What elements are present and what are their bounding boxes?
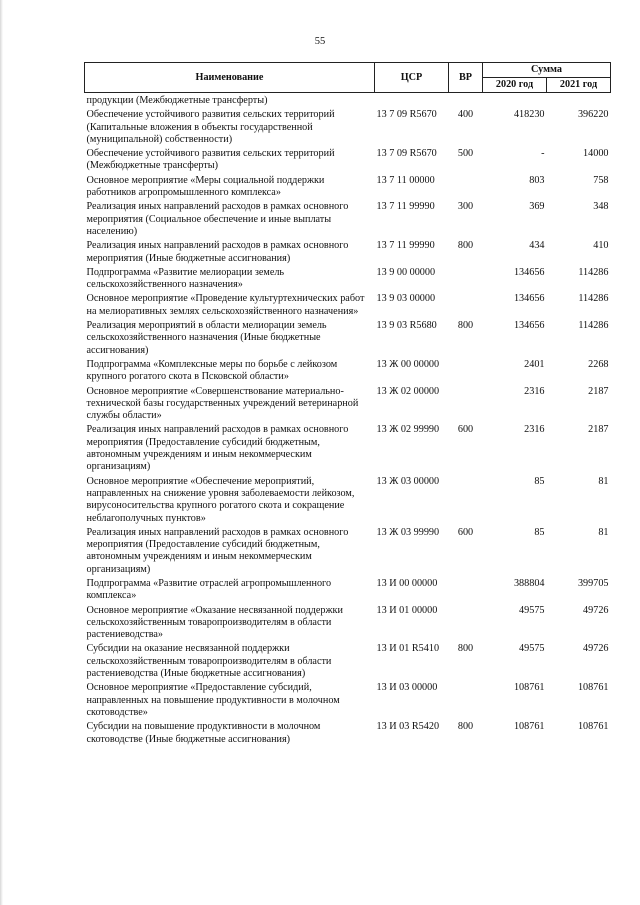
row-sum-2020: 108761 <box>513 721 545 733</box>
row-sum-2021: 348 <box>593 201 609 213</box>
row-csr-code: 13 7 09 R5670 <box>376 109 437 121</box>
row-csr-code: 13 Ж 03 00000 <box>376 475 440 487</box>
row-vr-code: 800 <box>457 240 474 252</box>
row-sum-2020: 108761 <box>513 682 545 694</box>
row-name: Реализация иных направлений расходов в рамках основного мероприятия (Предоставление субсидий бюджетным, автономным учреждениям и иным некоммерческим организациям) <box>86 424 349 473</box>
row-name: Основное мероприятие «Совершенствование материально-технической базы государственных учреждений ветеринарной службы области» <box>86 385 359 422</box>
table-row <box>85 108 611 147</box>
row-sum-2021: 49726 <box>583 643 609 655</box>
table-row <box>85 642 611 681</box>
row-csr-code: 13 Ж 03 99990 <box>376 526 440 538</box>
row-vr-code <box>449 577 483 604</box>
row-csr-code: 13 И 03 00000 <box>376 682 438 694</box>
header-csr: ЦСР <box>375 63 449 93</box>
header-sum: Сумма <box>483 63 611 78</box>
row-vr-code: 500 <box>457 148 474 160</box>
row-sum-2020: 134656 <box>513 293 545 305</box>
row-sum-2020: 85 <box>534 475 545 487</box>
row-sum-2020: 2316 <box>524 385 545 397</box>
row-sum-2021: 410 <box>593 240 609 252</box>
row-sum-2020: 49575 <box>519 604 545 616</box>
row-vr-code <box>449 475 483 526</box>
table-row <box>85 358 611 385</box>
row-vr-code <box>449 385 483 424</box>
row-csr-code: 13 Ж 00 00000 <box>376 358 440 370</box>
table-row <box>85 423 611 474</box>
row-csr-code <box>375 93 449 109</box>
row-sum-2021: 114286 <box>578 293 609 305</box>
row-name: Субсидии на повышение продуктивности в молочном скотоводстве (Иные бюджетные ассигнования) <box>86 721 321 745</box>
row-name: Субсидии на оказание несвязанной поддержки сельскохозяйственным товаропроизводителям в области растениеводства (Иные бюджетные ассигнования) <box>86 643 332 680</box>
row-sum-2021: 399705 <box>577 577 609 589</box>
row-sum-2020: 369 <box>529 201 545 213</box>
row-name: Реализация иных направлений расходов в рамках основного мероприятия (Социальное обеспечение и иные выплаты населению) <box>86 201 349 237</box>
row-sum-2020: 134656 <box>513 320 545 332</box>
row-name: продукции (Межбюджетные трансферты) <box>86 95 268 106</box>
row-sum-2021: 108761 <box>577 682 609 694</box>
row-sum-2020 <box>483 93 547 109</box>
row-vr-code <box>449 93 483 109</box>
row-sum-2021: 114286 <box>578 266 609 278</box>
row-csr-code: 13 7 11 99990 <box>376 240 435 252</box>
budget-table <box>84 62 611 747</box>
row-csr-code: 13 Ж 02 00000 <box>376 385 440 397</box>
table-row <box>85 239 611 266</box>
row-csr-code: 13 9 03 R5680 <box>376 320 437 332</box>
row-csr-code: 13 9 03 00000 <box>376 293 436 305</box>
row-csr-code: 13 Ж 02 99990 <box>376 424 440 436</box>
header-year-2020: 2020 год <box>483 78 547 93</box>
row-name: Основное мероприятие «Обеспечение мероприятий, направленных на снижение уровня заболеваемости лейкозом, вирусоносительства крупного рогатого скота и сокращение неблагополучных пунктов» <box>86 475 355 524</box>
table-body <box>85 93 611 747</box>
row-sum-2021: 108761 <box>577 721 609 733</box>
table-row <box>85 475 611 526</box>
row-vr-code <box>449 358 483 385</box>
row-name: Обеспечение устойчивого развития сельских территорий (Капитальные вложения в объекты государственной (муниципальной) собственности) <box>86 109 335 145</box>
row-sum-2020: 418230 <box>513 109 545 121</box>
row-sum-2020: 49575 <box>519 643 545 655</box>
row-sum-2020: 85 <box>534 526 545 538</box>
row-sum-2020: 134656 <box>513 266 545 278</box>
table-row <box>85 526 611 577</box>
table-row <box>85 385 611 424</box>
row-csr-code: 13 9 00 00000 <box>376 266 436 278</box>
row-sum-2021: 81 <box>598 475 609 487</box>
row-name: Реализация мероприятий в области мелиорации земель сельскохозяйственного назначения (Иные бюджетные ассигнования) <box>86 320 327 356</box>
row-vr-code <box>449 266 483 293</box>
table-row <box>85 174 611 201</box>
row-sum-2020: 434 <box>529 240 545 252</box>
row-vr-code: 600 <box>457 424 474 436</box>
row-sum-2021: 49726 <box>583 604 609 616</box>
row-vr-code <box>449 604 483 643</box>
row-name: Реализация иных направлений расходов в рамках основного мероприятия (Предоставление субсидий бюджетным, автономным учреждениям и иным некоммерческим организациям) <box>86 526 349 575</box>
page-number: 55 <box>314 36 326 47</box>
row-csr-code: 13 И 01 00000 <box>376 604 438 616</box>
table-row <box>85 604 611 643</box>
row-sum-2021: 396220 <box>577 109 609 121</box>
row-vr-code <box>449 292 483 319</box>
row-name: Подпрограмма «Развитие отраслей агропромышленного комплекса» <box>86 577 332 602</box>
row-vr-code: 800 <box>457 721 474 733</box>
row-vr-code: 400 <box>457 109 474 121</box>
row-vr-code: 800 <box>457 643 474 655</box>
row-sum-2021: 2187 <box>588 385 609 397</box>
row-sum-2020: - <box>541 148 545 160</box>
row-sum-2020: 2401 <box>524 358 545 370</box>
table-row <box>85 266 611 293</box>
row-csr-code: 13 И 03 R5420 <box>376 721 440 733</box>
header-year-2021: 2021 год <box>547 78 611 93</box>
table-row <box>85 681 611 720</box>
row-csr-code: 13 И 00 00000 <box>376 577 438 589</box>
table-row <box>85 292 611 319</box>
table-row <box>85 200 611 239</box>
row-sum-2021: 14000 <box>583 148 609 160</box>
row-sum-2021: 114286 <box>578 320 609 332</box>
row-csr-code: 13 7 11 00000 <box>376 174 435 186</box>
row-csr-code: 13 И 01 R5410 <box>376 643 440 655</box>
row-name: Подпрограмма «Развитие мелиорации земель сельскохозяйственного назначения» <box>86 266 285 291</box>
row-sum-2020: 2316 <box>524 424 545 436</box>
row-vr-code: 800 <box>457 320 474 332</box>
row-vr-code <box>449 174 483 201</box>
row-name: Обеспечение устойчивого развития сельских территорий (Межбюджетные трансферты) <box>86 148 335 172</box>
row-sum-2021 <box>547 93 611 109</box>
row-sum-2021: 81 <box>598 526 609 538</box>
row-csr-code: 13 7 09 R5670 <box>376 148 437 160</box>
row-name: Основное мероприятие «Меры социальной поддержки работников агропромышленного комплекса» <box>86 174 325 199</box>
row-sum-2020: 388804 <box>513 577 545 589</box>
row-vr-code: 300 <box>457 201 474 213</box>
row-name: Основное мероприятие «Предоставление субсидий, направленных на повышение продуктивности в молочном скотоводстве» <box>86 682 340 718</box>
table-row <box>85 577 611 604</box>
header-vr: ВР <box>449 63 483 93</box>
row-name: Основное мероприятие «Оказание несвязанной поддержки сельскохозяйственным товаропроизводителям в области растениеводства» <box>86 604 343 641</box>
table-row <box>85 93 611 109</box>
row-vr-code <box>449 681 483 720</box>
table-row <box>85 720 611 747</box>
table-row <box>85 147 611 174</box>
row-sum-2021: 2268 <box>588 358 609 370</box>
row-name: Основное мероприятие «Проведение культуртехнических работ на мелиоративных землях сельскохозяйственного назначения» <box>86 293 365 317</box>
table-row <box>85 319 611 358</box>
row-csr-code: 13 7 11 99990 <box>376 201 435 213</box>
table-header <box>85 63 611 93</box>
row-name: Подпрограмма «Комплексные меры по борьбе с лейкозом крупного рогатого скота в Псковской области» <box>86 358 338 383</box>
header-name: Наименование <box>85 63 375 93</box>
row-sum-2021: 2187 <box>588 424 609 436</box>
row-vr-code: 600 <box>457 526 474 538</box>
row-sum-2020: 803 <box>529 174 545 186</box>
scan-edge <box>0 0 3 905</box>
row-sum-2021: 758 <box>593 174 609 186</box>
row-name: Реализация иных направлений расходов в рамках основного мероприятия (Иные бюджетные ассигнования) <box>86 240 349 264</box>
